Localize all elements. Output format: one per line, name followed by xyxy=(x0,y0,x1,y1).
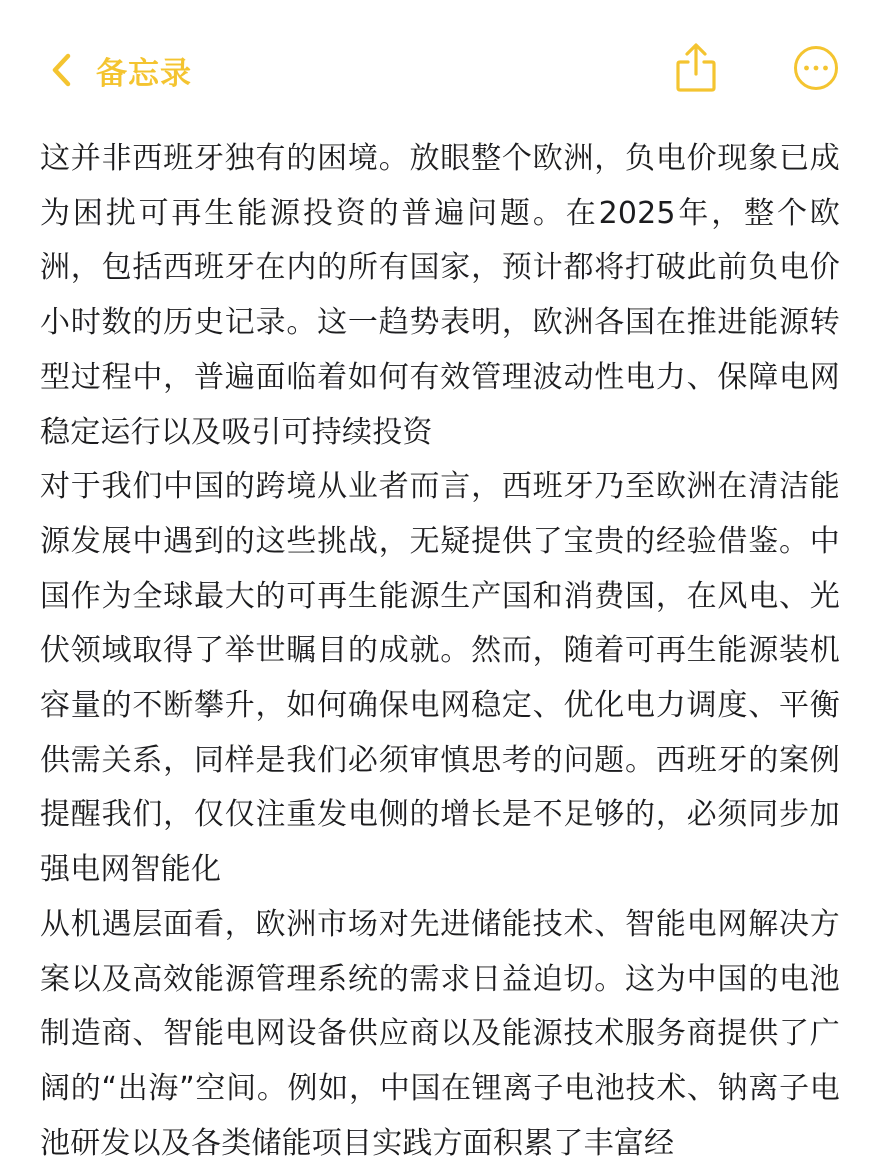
share-button[interactable] xyxy=(670,44,722,96)
more-icon xyxy=(792,44,840,96)
note-paragraph-3: 从机遇层面看，欧洲市场对先进储能技术、智能电网解决方案以及高效能源管理系统的需求日益迫切。这为中国的电池制造商、智能电网设备供应商以及能源技术服务商提供了广阔的“出海”空间。例如，中国在锂离子电池技术、钠离子电池研发以及各类储能项目实践方面积累了丰富经 xyxy=(40,906,840,1161)
back-button[interactable] xyxy=(50,44,192,96)
note-paragraph-1: 这并非西班牙独有的困境。放眼整个欧洲，负电价现象已成为困扰可再生能源投资的普遍问题。在2025年，整个欧洲，包括西班牙在内的所有国家，预计都将打破此前负电价小时数的历史记录。这一趋势表明，欧洲各国在推进能源转型过程中，普遍面临着如何有效管理波动性电力、保障电网稳定运行以及吸引可持续投资 xyxy=(40,141,841,450)
back-label: 备忘录 xyxy=(96,55,192,92)
navigation-bar xyxy=(0,0,880,140)
more-button[interactable] xyxy=(790,44,842,96)
chevron-left-icon xyxy=(50,52,80,88)
note-content[interactable] xyxy=(40,132,840,1171)
share-icon xyxy=(674,42,718,98)
note-paragraph-2: 对于我们中国的跨境从业者而言，西班牙乃至欧洲在清洁能源发展中遇到的这些挑战，无疑提供了宝贵的经验借鉴。中国作为全球最大的可再生能源生产国和消费国，在风电、光伏领域取得了举世瞩目的成就。然而，随着可再生能源装机容量的不断攀升，如何确保电网稳定、优化电力调度、平衡供需关系，同样是我们必须审慎思考的问题。西班牙的案例提醒我们，仅仅注重发电侧的增长是不足够的，必须同步加强电网智能化 xyxy=(40,469,840,888)
